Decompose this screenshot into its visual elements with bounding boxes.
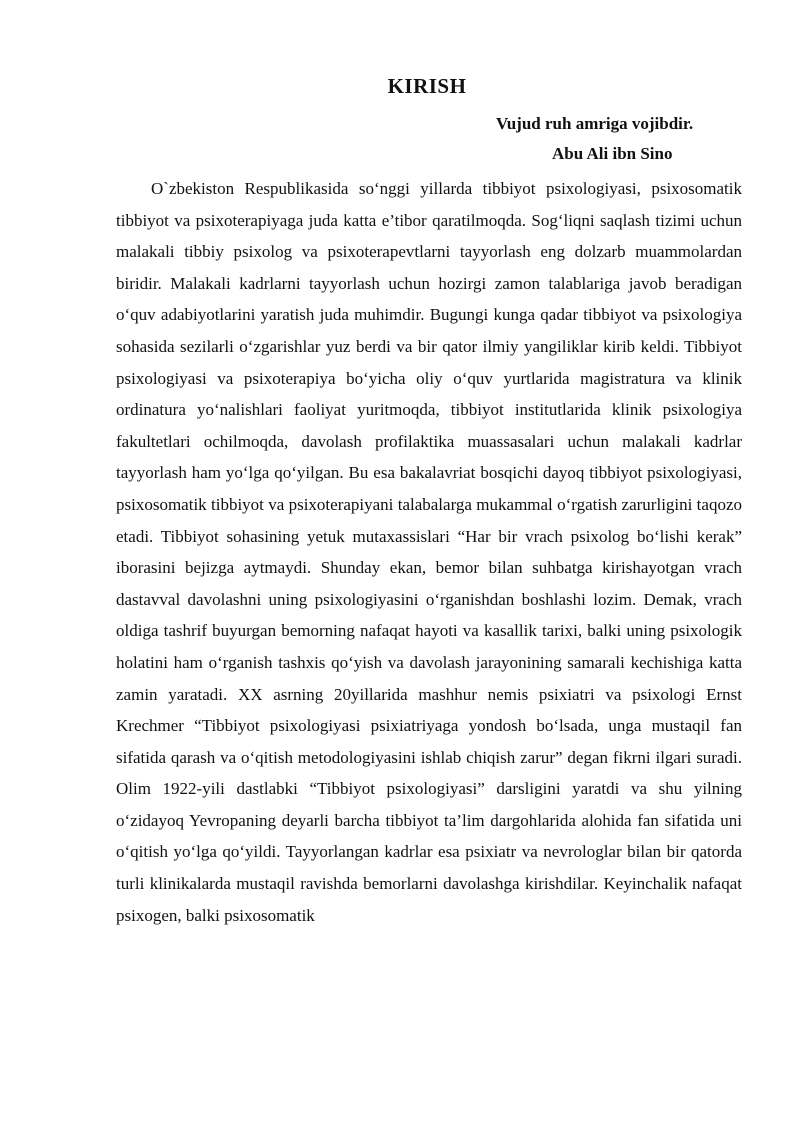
page-title: KIRISH: [387, 74, 467, 98]
epigraph-quote: Vujud ruh amriga vojibdir.: [496, 114, 694, 133]
epigraph: [116, 109, 742, 169]
body-paragraph: O`zbekiston Respublikasida so‘nggi yillarda tibbiyot psixologiyasi, psixosomatik tibbiyot va psixoterapiyaga juda katta e’tibor qaratilmoqda. Sog‘liqni saqlash tizimi uchun malakali tibbiy psixolog va psixoterapevtlarni tayyorlash eng dolzarb muammolardan biridir. Malakali kadrlarni tayyorlash uchun hozirgi zamon talablariga javob beradigan o‘quv adabiyotlarini yaratish juda muhimdir. Bugungi kunga qadar tibbiyot va psixologiya sohasida sezilarli o‘zgarishlar yuz berdi va bir qator ilmiy yangiliklar kirib keldi. Tibbiyot psixologiyasi va psixoterapiya bo‘yicha oliy o‘quv yurtlarida magistratura va klinik ordinatura yo‘nalishlari faoliyat yuritmoqda, tibbiyot institutlarida klinik psixologiya fakultetlari ochilmoqda, davolash profilaktika muassasalari uchun malakali kadrlar tayyorlash ham yo‘lga qo‘yilgan. Bu esa bakalavriat bosqichi dayoq tibbiyot psixologiyasi, psixosomatik tibbiyot va psixoterapiyani talabalarga mukammal o‘rgatish zarurligini taqozo etadi. Tibbiyot sohasining yetuk mutaxassislari “Har bir vrach psixolog bo‘lishi kerak” iborasini bejizga aytmaydi. Shunday ekan, bemor bilan suhbatga kirishayotgan vrach dastavval davolashni uning psixologiyasini o‘rganishdan boshlashi lozim. Demak, vrach oldiga tashrif buyurgan bemorning nafaqat hayoti va kasallik tarixi, balki uning psixologik holatini ham o‘rganish tashxis qo‘yish va davolash jarayonining samarali kechishiga katta zamin yaratadi. XX asrning 20yillarida mashhur nemis psixiatri va psixologi Ernst Krechmer “Tibbiyot psixologiyasi psixiatriyaga yondosh bo‘lsada, unga mustaqil fan sifatida qarash va o‘qitish metodologiyasini ishlab chiqish zarur” degan fikrni ilgari suradi. Olim 1922-yili dastlabki “Tibbiyot psixologiyasi” darsligini yaratdi va shu yilning o‘zidayoq Yevropaning deyarli barcha tibbiyot ta’lim dargohlarida alohida fan sifatida uni o‘qitish yo‘lga qo‘yildi. Tayyorlangan kadrlar esa psixiatr va nevrologlar bilan bir qatorda turli klinikalarda mustaqil ravishda bemorlarni davolashga kirishdilar. Keyinchalik nafaqat psixogen, balki psixosomatik: [116, 179, 742, 925]
epigraph-author: Abu Ali ibn Sino: [552, 144, 673, 163]
